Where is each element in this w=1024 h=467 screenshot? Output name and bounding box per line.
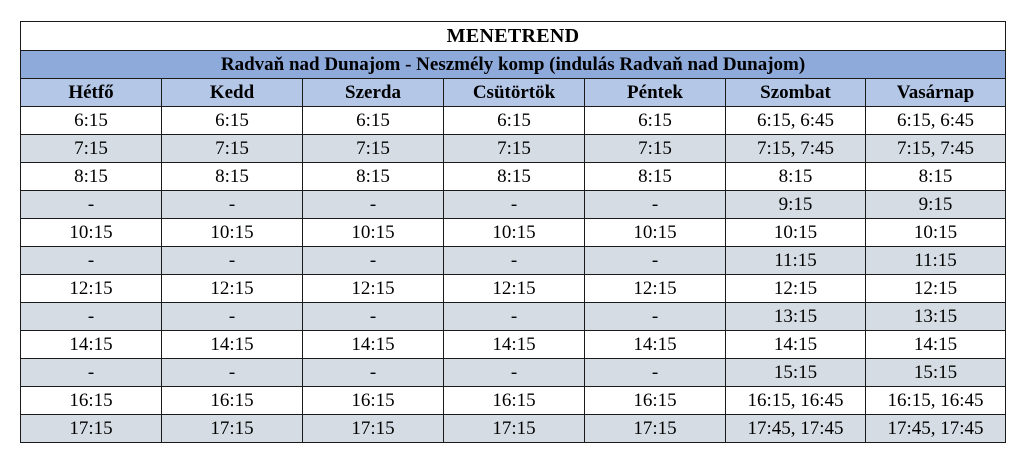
table-row: [21, 107, 1006, 135]
table-row: [21, 303, 1006, 331]
table-cell: -: [21, 359, 162, 387]
table-cell: 12:15: [444, 275, 585, 303]
table-row: [21, 219, 1006, 247]
table-cell: 17:15: [303, 415, 444, 443]
table-cell: -: [585, 359, 726, 387]
day-header-thursday: Csütörtök: [444, 79, 585, 107]
table-cell: 12:15: [21, 275, 162, 303]
table-cell: 9:15: [726, 191, 866, 219]
timetable-title: MENETREND: [21, 22, 1006, 51]
table-cell: 15:15: [866, 359, 1006, 387]
day-header-friday: Péntek: [585, 79, 726, 107]
table-cell: 13:15: [866, 303, 1006, 331]
table-cell: 14:15: [444, 331, 585, 359]
timetable-body: [21, 107, 1006, 443]
table-cell: 14:15: [21, 331, 162, 359]
table-cell: 7:15: [303, 135, 444, 163]
table-cell: -: [21, 247, 162, 275]
table-cell: 6:15: [444, 107, 585, 135]
table-cell: 14:15: [162, 331, 303, 359]
table-cell: 10:15: [303, 219, 444, 247]
table-row: [21, 331, 1006, 359]
table-cell: -: [303, 191, 444, 219]
table-row: [21, 387, 1006, 415]
table-cell: 10:15: [726, 219, 866, 247]
table-cell: 10:15: [162, 219, 303, 247]
table-cell: 8:15: [585, 163, 726, 191]
table-cell: -: [303, 359, 444, 387]
table-cell: 12:15: [726, 275, 866, 303]
table-cell: 10:15: [866, 219, 1006, 247]
table-cell: 6:15: [585, 107, 726, 135]
table-cell: -: [444, 247, 585, 275]
table-cell: 7:15, 7:45: [726, 135, 866, 163]
timetable: [20, 21, 1006, 443]
table-cell: 6:15: [303, 107, 444, 135]
table-cell: -: [585, 247, 726, 275]
table-cell: 14:15: [726, 331, 866, 359]
table-cell: 8:15: [866, 163, 1006, 191]
table-cell: 16:15: [585, 387, 726, 415]
table-cell: -: [21, 303, 162, 331]
table-cell: -: [444, 359, 585, 387]
table-cell: 11:15: [866, 247, 1006, 275]
table-cell: -: [162, 359, 303, 387]
table-cell: 17:15: [162, 415, 303, 443]
table-cell: 6:15, 6:45: [866, 107, 1006, 135]
table-cell: 7:15: [21, 135, 162, 163]
table-cell: 17:15: [585, 415, 726, 443]
table-cell: -: [444, 303, 585, 331]
table-cell: 7:15: [585, 135, 726, 163]
table-cell: -: [21, 191, 162, 219]
table-row: [21, 415, 1006, 443]
table-row: [21, 191, 1006, 219]
table-cell: -: [444, 191, 585, 219]
table-cell: 17:15: [444, 415, 585, 443]
day-header-tuesday: Kedd: [162, 79, 303, 107]
table-cell: 10:15: [444, 219, 585, 247]
table-cell: 9:15: [866, 191, 1006, 219]
day-header-wednesday: Szerda: [303, 79, 444, 107]
table-cell: 17:15: [21, 415, 162, 443]
table-cell: 12:15: [585, 275, 726, 303]
table-row: [21, 163, 1006, 191]
table-cell: -: [162, 191, 303, 219]
table-cell: -: [162, 303, 303, 331]
table-row: [21, 359, 1006, 387]
table-cell: 14:15: [303, 331, 444, 359]
table-cell: 6:15: [21, 107, 162, 135]
table-cell: -: [162, 247, 303, 275]
table-cell: 6:15: [162, 107, 303, 135]
table-cell: 16:15: [162, 387, 303, 415]
route-header: Radvaň nad Dunajom - Neszmély komp (indulás Radvaň nad Dunajom): [21, 51, 1006, 79]
table-cell: 14:15: [585, 331, 726, 359]
table-cell: 10:15: [21, 219, 162, 247]
table-cell: 12:15: [303, 275, 444, 303]
table-cell: 10:15: [585, 219, 726, 247]
table-cell: 16:15: [21, 387, 162, 415]
table-cell: -: [303, 303, 444, 331]
table-cell: 16:15: [444, 387, 585, 415]
table-cell: 7:15, 7:45: [866, 135, 1006, 163]
table-cell: 12:15: [866, 275, 1006, 303]
table-cell: 8:15: [726, 163, 866, 191]
day-header-saturday: Szombat: [726, 79, 866, 107]
table-cell: 17:45, 17:45: [866, 415, 1006, 443]
day-header-monday: Hétfő: [21, 79, 162, 107]
day-header-sunday: Vasárnap: [866, 79, 1006, 107]
table-cell: 7:15: [444, 135, 585, 163]
table-cell: 11:15: [726, 247, 866, 275]
table-cell: 7:15: [162, 135, 303, 163]
table-row: [21, 275, 1006, 303]
table-cell: 14:15: [866, 331, 1006, 359]
table-cell: 8:15: [162, 163, 303, 191]
table-cell: 16:15, 16:45: [726, 387, 866, 415]
table-cell: 8:15: [303, 163, 444, 191]
table-cell: 6:15, 6:45: [726, 107, 866, 135]
table-cell: 13:15: [726, 303, 866, 331]
table-cell: -: [303, 247, 444, 275]
table-cell: 8:15: [21, 163, 162, 191]
table-cell: 8:15: [444, 163, 585, 191]
table-cell: 12:15: [162, 275, 303, 303]
table-cell: 17:45, 17:45: [726, 415, 866, 443]
table-cell: -: [585, 191, 726, 219]
table-cell: -: [585, 303, 726, 331]
table-row: [21, 247, 1006, 275]
table-cell: 16:15, 16:45: [866, 387, 1006, 415]
table-cell: 15:15: [726, 359, 866, 387]
table-row: [21, 135, 1006, 163]
table-cell: 16:15: [303, 387, 444, 415]
